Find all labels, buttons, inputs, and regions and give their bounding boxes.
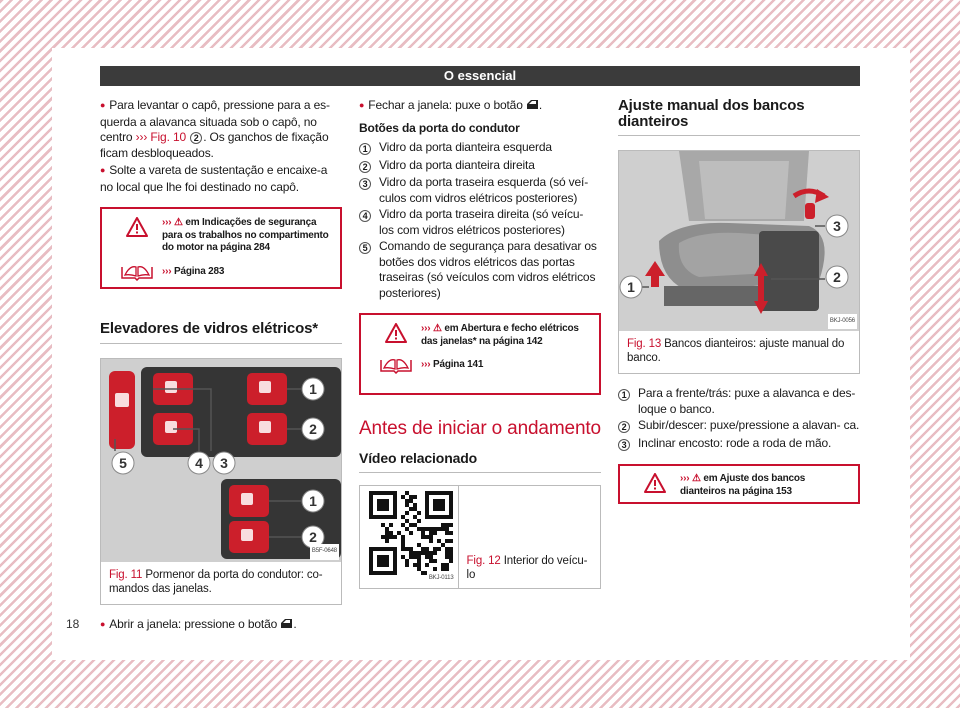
figure-11	[100, 358, 342, 605]
figure-12	[359, 485, 601, 589]
svg-text:1: 1	[309, 492, 317, 509]
safety-link[interactable]: ››› ⚠ em Indicações de segurança para os trabalhos no compartimento do motor na página 284	[162, 217, 329, 253]
list-item: 2 Vidro da porta dianteira direita	[359, 158, 601, 175]
callout-1-rear	[302, 490, 324, 512]
list-item: 1 Vidro da porta dianteira esquerda	[359, 140, 601, 157]
window-buttons-image	[101, 359, 341, 562]
callout-4	[188, 452, 210, 474]
bullet-hood-lever: ● Para levantar o capô, pressione para a es- querda a alavanca situada sob o capô, no centro ››› Fig. 10 2 . Os ganchos de fixação ficam desbloqueados.	[100, 98, 342, 161]
callout-1	[302, 378, 324, 400]
column-1	[100, 98, 342, 635]
section-title-video: Vídeo relacionado	[359, 451, 601, 474]
chapter-title: Antes de iniciar o andamento	[359, 418, 601, 439]
callout-5	[112, 452, 134, 474]
window-button-icon	[526, 98, 539, 112]
bullet-open-window: ● Abrir a janela: pressione o botão .	[100, 617, 342, 634]
svg-text:1: 1	[309, 380, 317, 397]
safety-notice-box	[618, 464, 860, 504]
svg-text:3: 3	[220, 454, 228, 471]
book-icon	[371, 354, 421, 374]
page-link[interactable]: ››› Página 283	[162, 265, 225, 277]
list-item: 2 Subir/descer: puxe/pressione a alavan- ca.	[618, 418, 860, 435]
section-title-windows: Elevadores de vidros elétricos*	[100, 321, 342, 344]
page-header: O essencial	[100, 66, 860, 86]
callout-3	[826, 215, 848, 237]
figure-caption: Fig. 12 Interior do veícu- lo	[466, 555, 588, 581]
safety-notice-box	[100, 207, 342, 289]
page-number: 18	[66, 617, 80, 631]
list-item: 3 Vidro da porta traseira esquerda (só veí- culos com vidros elétricos posteriores)	[359, 175, 601, 206]
seat-adjust-list	[618, 386, 860, 452]
svg-text:2: 2	[309, 420, 317, 437]
figure-caption: Fig. 13 Bancos dianteiros: ajuste manual do banco.	[627, 338, 845, 364]
svg-text:2: 2	[833, 269, 841, 285]
warning-triangle-icon	[371, 323, 421, 343]
image-code: BKJ-0056	[828, 314, 857, 330]
number-badge: 2	[190, 132, 202, 144]
driver-buttons-list	[359, 140, 601, 301]
svg-text:4: 4	[195, 454, 203, 471]
warning-triangle-icon	[112, 217, 162, 237]
svg-text:3: 3	[833, 218, 841, 234]
section-title-seats: Ajuste manual dos bancos dianteiros	[618, 98, 860, 136]
seat-image	[619, 151, 859, 331]
callout-2	[826, 266, 848, 288]
safety-notice-box	[359, 313, 601, 395]
book-icon	[112, 261, 162, 281]
bullet-support-rod: ● Solte a vareta de sustentação e encaixe-a no local que lhe foi destinado no capô.	[100, 163, 342, 195]
safety-link[interactable]: ››› ⚠ em Abertura e fecho elétricos das janelas* na página 142	[421, 323, 579, 347]
image-code: B5F-0648	[310, 544, 339, 560]
figure-caption: Fig. 11 Pormenor da porta do condutor: co- mandos das janelas.	[109, 568, 323, 595]
column-2	[359, 98, 601, 589]
svg-text:5: 5	[119, 454, 127, 471]
image-code: BKJ-0113	[427, 571, 456, 587]
svg-text:2: 2	[309, 528, 317, 545]
list-item: 3 Inclinar encosto: rode a roda de mão.	[618, 436, 860, 453]
window-button-icon	[280, 617, 293, 631]
qr-code-image[interactable]	[360, 486, 459, 588]
bullet-close-window: ● Fechar a janela: puxe o botão .	[359, 98, 601, 115]
list-item: 1 Para a frente/trás: puxe a alavanca e des- loque o banco.	[618, 386, 860, 417]
safety-link[interactable]: ››› ⚠ em Ajuste dos bancos dianteiros na página 153	[680, 473, 806, 497]
callout-3	[213, 452, 235, 474]
callout-1	[620, 276, 642, 298]
figure-13	[618, 150, 860, 374]
small-warning-icon: ⚠	[691, 473, 701, 484]
small-warning-icon: ⚠	[173, 217, 183, 228]
list-item: 5 Comando de segurança para desativar os botões dos vidros elétricos das portas traseiras (só veículos com vidros elétricos posteriores)	[359, 239, 601, 301]
list-title: Botões da porta do condutor	[359, 120, 520, 135]
small-warning-icon: ⚠	[432, 323, 442, 334]
list-item: 4 Vidro da porta traseira direita (só veícu- los com vidros elétricos posteriores)	[359, 207, 601, 238]
figure-reference[interactable]: ››› Fig. 10	[135, 130, 186, 144]
warning-triangle-icon	[630, 473, 680, 493]
svg-text:1: 1	[627, 279, 635, 295]
column-3	[618, 98, 860, 504]
page-link[interactable]: ››› Página 141	[421, 359, 484, 370]
callout-2	[302, 418, 324, 440]
